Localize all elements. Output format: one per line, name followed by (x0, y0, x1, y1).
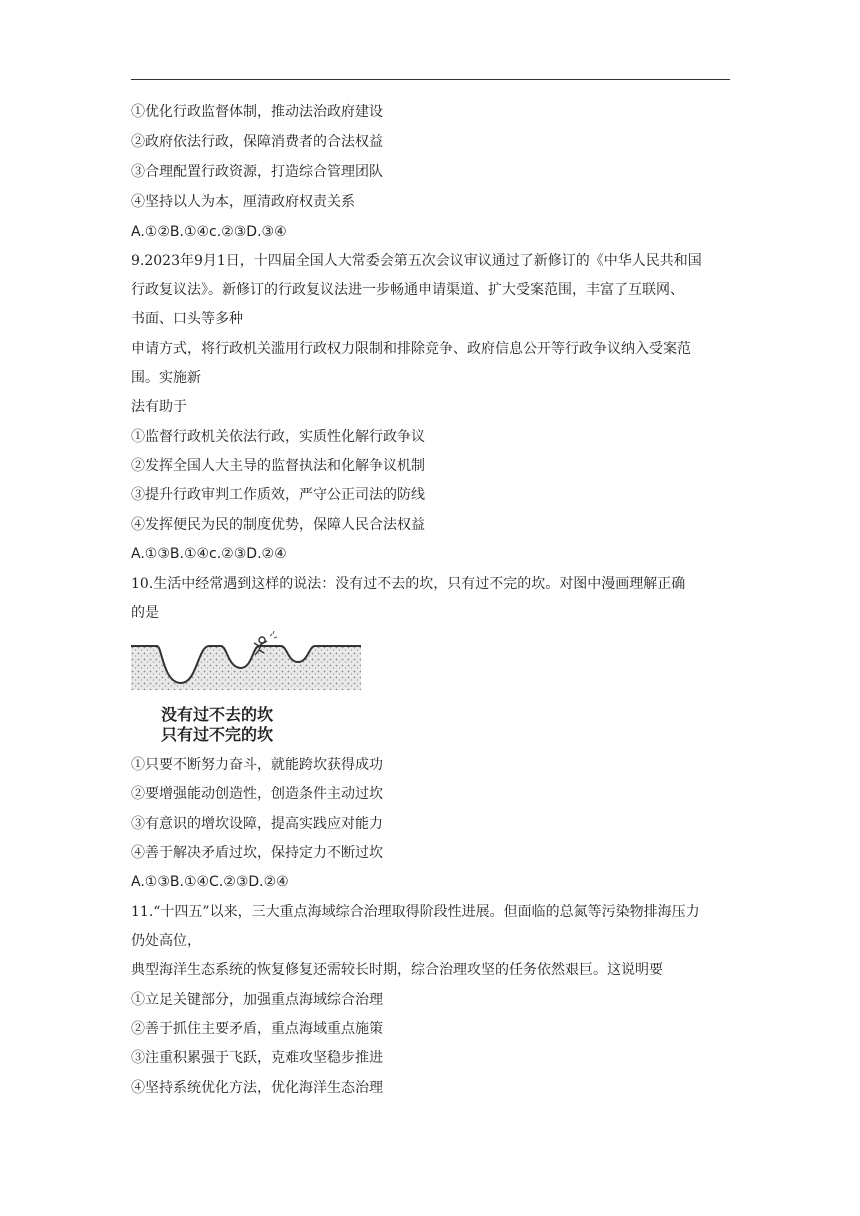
q10-stem-line-1: 10.生活中经常遇到这样的说法：没有过不去的坎，只有过不完的坎。对图中漫画理解正确 (131, 576, 686, 592)
pothole-cartoon (131, 628, 361, 746)
cartoon-caption-line-1: 没有过不去的坎 (161, 705, 274, 724)
q9-item-3: ③提升行政审判工作质效，严守公正司法的防线 (131, 487, 425, 503)
q9-stem-line-5: 围。实施新 (131, 370, 201, 386)
q9-stem-line-1: 9.2023年9月1日，十四届全国人大常委会第五次会议审议通过了新修订的《中华人民共和国 (131, 253, 702, 269)
q11-stem-line-1: 11.“十四五”以来，三大重点海域综合治理取得阶段性进展。但面临的总氮等污染物排海压力 (131, 904, 700, 920)
q10-item-2: ②要增强能动创造性，创造条件主动过坎 (131, 786, 383, 802)
q8-item-1: ①优化行政监督体制，推动法治政府建设 (131, 104, 383, 120)
q9-item-4: ④发挥便民为民的制度优势，保障人民合法权益 (131, 517, 425, 533)
q10-stem-line-2: 的是 (131, 605, 159, 621)
q8-item-3: ③合理配置行政资源，打造综合管理团队 (131, 164, 383, 180)
q10-options: A.①③B.①④C.②③D.②④ (131, 874, 289, 890)
q9-item-1: ①监督行政机关依法行政，实质性化解行政争议 (131, 429, 425, 445)
q9-stem-line-3: 书面、口头等多种 (131, 311, 243, 327)
q9-stem-line-2: 行政复议法》。新修订的行政复议法进一步畅通申请渠道、扩大受案范围，丰富了互联网、 (131, 282, 684, 298)
q10-item-4: ④善于解决矛盾过坎，保持定力不断过坎 (131, 845, 383, 861)
cartoon-caption-line-2: 只有过不完的坎 (161, 725, 274, 744)
q9-item-2: ②发挥全国人大主导的监督执法和化解争议机制 (131, 458, 425, 474)
q11-stem-line-2: 仍处高位， (131, 933, 201, 949)
q11-stem-line-3: 典型海洋生态系统的恢复修复还需较长时期，综合治理攻坚的任务依然艰巨。这说明要 (131, 962, 663, 978)
q11-item-3: ③注重积累强于飞跃，克难攻坚稳步推进 (131, 1050, 383, 1066)
q9-options: A.①③B.①④c.②③D.②④ (131, 546, 287, 562)
header-rule (131, 79, 730, 80)
q11-item-1: ①立足关键部分，加强重点海域综合治理 (131, 992, 383, 1008)
q9-stem-line-4: 申请方式，将行政机关滥用行政权力限制和排除竞争、政府信息公开等行政争议纳入受案范 (131, 341, 691, 357)
q11-item-4: ④坚持系统优化方法，优化海洋生态治理 (131, 1080, 383, 1096)
q8-options: A.①②B.①④c.②③D.③④ (131, 224, 287, 240)
q9-stem-line-6: 法有助于 (131, 399, 187, 415)
q11-item-2: ②善于抓住主要矛盾，重点海域重点施策 (131, 1021, 383, 1037)
q10-item-1: ①只要不断努力奋斗，就能跨坎获得成功 (131, 757, 383, 773)
q10-item-3: ③有意识的增坎设障，提高实践应对能力 (131, 816, 383, 832)
q8-item-2: ②政府依法行政，保障消费者的合法权益 (131, 134, 383, 150)
q8-item-4: ④坚持以人为本，厘清政府权责关系 (131, 194, 355, 210)
